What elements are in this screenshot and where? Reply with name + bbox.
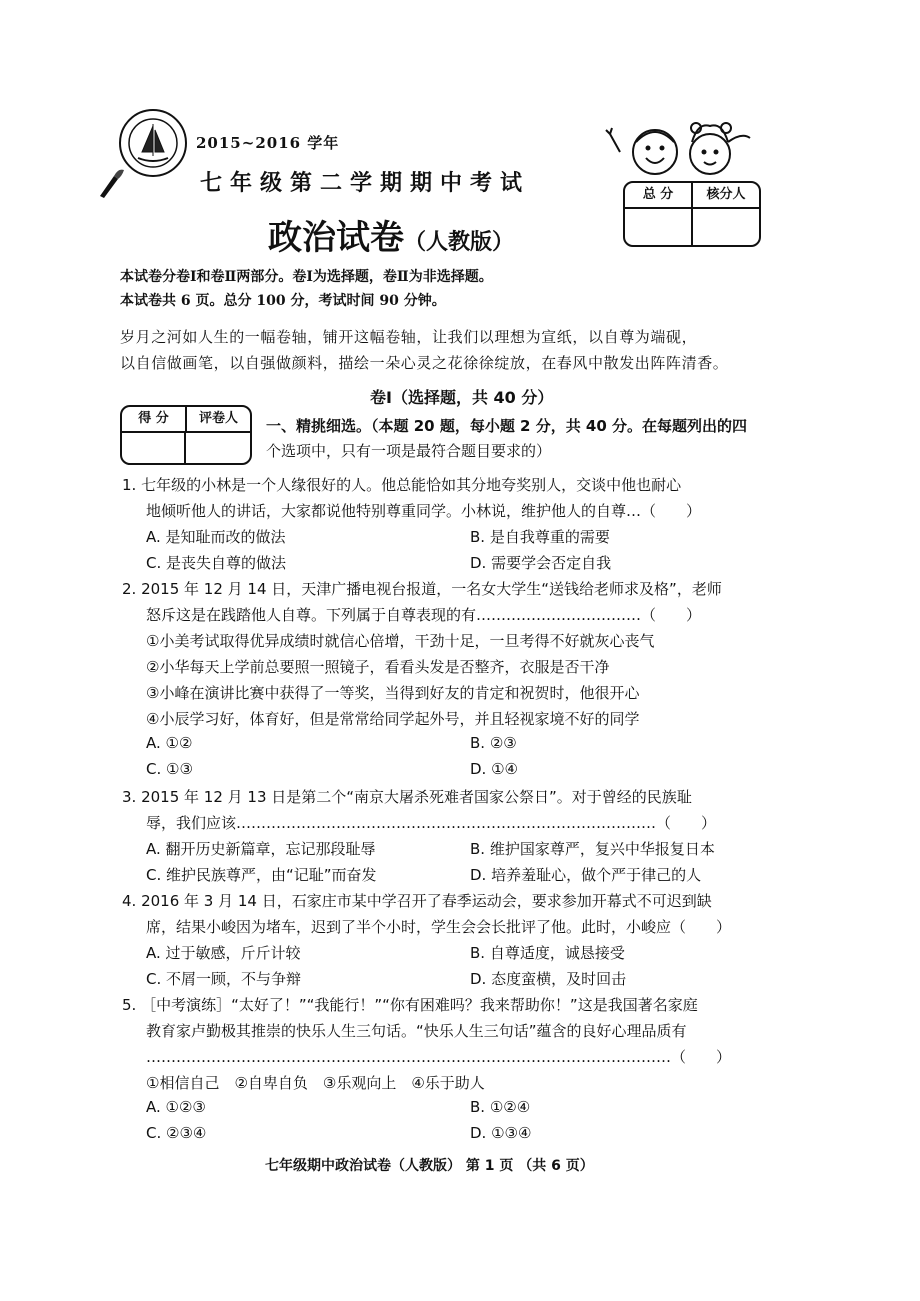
q5-option-d: D. ①③④ xyxy=(470,1124,532,1142)
q5-statements: ①相信自己 ②自卑自负 ③乐观向上 ④乐于助人 xyxy=(146,1074,485,1092)
q2-statement-4: ④小辰学习好，体育好，但是常常给同学起外号，并且轻视家境不好的同学 xyxy=(146,710,640,728)
grade-score-label: 得 分 xyxy=(122,407,187,431)
checker-label: 核分人 xyxy=(706,187,746,202)
q2-statement-3: ③小峰在演讲比赛中获得了一等奖，当得到好友的肯定和祝贺时，他很开心 xyxy=(146,684,640,702)
q2-option-c: C. ①③ xyxy=(146,760,193,778)
exam-title: 七年级第二学期期中考试 xyxy=(200,170,531,196)
section-instruction-2: 个选项中，只有一项是最符合题目要求的） xyxy=(266,442,552,460)
q2-stem-2: 怒斥这是在践踏他人自尊。下列属于自尊表现的有……………………………（ ） xyxy=(146,606,702,624)
paper-edition: （人教版） xyxy=(404,229,515,255)
q1-stem-2: 地倾听他人的讲话，大家都说他特别尊重同学。小林说，维护他人的自尊…（ ） xyxy=(146,502,702,520)
q5-option-c: C. ②③④ xyxy=(146,1124,207,1142)
poem-line-1: 岁月之河如人生的一幅卷轴，铺开这幅卷轴，让我们以理想为宣纸，以自尊为端砚， xyxy=(120,328,698,346)
q5-option-b: B. ①②④ xyxy=(470,1098,531,1116)
q2-option-d: D. ①④ xyxy=(470,760,518,778)
q4-option-b: B. 自尊适度，诚恳接受 xyxy=(470,944,625,962)
q4-option-c: C. 不屑一顾，不与争辩 xyxy=(146,970,302,988)
q4-stem-1: 4. 2016 年 3 月 14 日，石家庄市某中学召开了春季运动会，要求参加开幕式不可迟到缺 xyxy=(122,892,712,910)
paper-title-main: 政治试卷 xyxy=(268,218,404,258)
q5-stem-2: 教育家卢勤极其推崇的快乐人生三句话。“快乐人生三句话”蕴含的良好心理品质有 xyxy=(146,1022,687,1040)
poem-line-2: 以自信做画笔，以自强做颜料，描绘一朵心灵之花徐徐绽放，在春风中散发出阵阵清香。 xyxy=(120,354,729,372)
q3-option-d: D. 培养羞耻心，做个严于律己的人 xyxy=(470,866,702,884)
section-title: 卷Ⅰ（选择题，共 40 分） xyxy=(370,388,554,407)
intro-line-1: 本试卷分卷Ⅰ和卷Ⅱ两部分。卷Ⅰ为选择题，卷Ⅱ为非选择题。 xyxy=(120,269,493,285)
q2-statement-2: ②小华每天上学前总要照一照镜子，看看头发是否整齐，衣服是否干净 xyxy=(146,658,610,676)
q1-option-c: C. 是丧失自尊的做法 xyxy=(146,554,287,572)
section-instruction-1: 一、精挑细选。（本题 20 题，每小题 2 分，共 40 分。在每题列出的四 xyxy=(266,417,748,435)
brush-icon xyxy=(96,166,126,200)
intro-line-2: 本试卷共 6 页。总分 100 分，考试时间 90 分钟。 xyxy=(120,293,446,309)
q1-stem-1: 1. 七年级的小林是一个人缘很好的人。他总能恰如其分地夸奖别人，交谈中他也耐心 xyxy=(122,476,682,494)
q5-option-a: A. ①②③ xyxy=(146,1098,206,1116)
q5-stem-1: 5. ［中考演练］“太好了！”“我能行！”“你有困难吗？我来帮助你！”这是我国著名家庭 xyxy=(122,996,698,1014)
q3-option-b: B. 维护国家尊严，复兴中华报复日本 xyxy=(470,840,715,858)
school-year: 2015~2016 学年 xyxy=(196,134,340,152)
q3-option-a: A. 翻开历史新篇章，忘记那段耻辱 xyxy=(146,840,376,858)
q5-stem-3: ……………………………………………………………………………………………（ ） xyxy=(146,1048,732,1066)
cartoon-kids-illustration xyxy=(600,112,760,184)
q4-option-d: D. 态度蛮横，及时回击 xyxy=(470,970,627,988)
paper-title xyxy=(268,210,514,259)
q2-stem-1: 2. 2015 年 12 月 14 日，天津广播电视台报道，一名女大学生“送钱给老师求及格”，老师 xyxy=(122,580,722,598)
q1-option-a: A. 是知耻而改的做法 xyxy=(146,528,286,546)
q3-option-c: C. 维护民族尊严，由“记耻”而奋发 xyxy=(146,866,377,884)
q4-stem-2: 席，结果小峻因为堵车，迟到了半个小时，学生会会长批评了他。此时，小峻应（ ） xyxy=(146,918,732,936)
page-footer: 七年级期中政治试卷（人教版） 第 1 页 （共 6 页） xyxy=(265,1158,594,1174)
q4-option-a: A. 过于敏感，斤斤计较 xyxy=(146,944,301,962)
total-score-box xyxy=(623,181,761,247)
grade-box xyxy=(120,405,252,465)
q1-option-d: D. 需要学会否定自我 xyxy=(470,554,612,572)
school-seal-logo xyxy=(118,108,188,178)
q1-option-b: B. 是自我尊重的需要 xyxy=(470,528,610,546)
q2-statement-1: ①小美考试取得优异成绩时就信心倍增，干劲十足，一旦考得不好就灰心丧气 xyxy=(146,632,655,650)
q2-option-b: B. ②③ xyxy=(470,734,517,752)
q3-stem-1: 3. 2015 年 12 月 13 日是第二个“南京大屠杀死难者国家公祭日”。对于曾经的民族耻 xyxy=(122,788,692,806)
q2-option-a: A. ①② xyxy=(146,734,193,752)
grader-label: 评卷人 xyxy=(198,411,238,426)
q3-stem-2: 辱，我们应该…………………………………………………………………………（ ） xyxy=(146,814,717,832)
total-score-label: 总 分 xyxy=(625,183,693,207)
